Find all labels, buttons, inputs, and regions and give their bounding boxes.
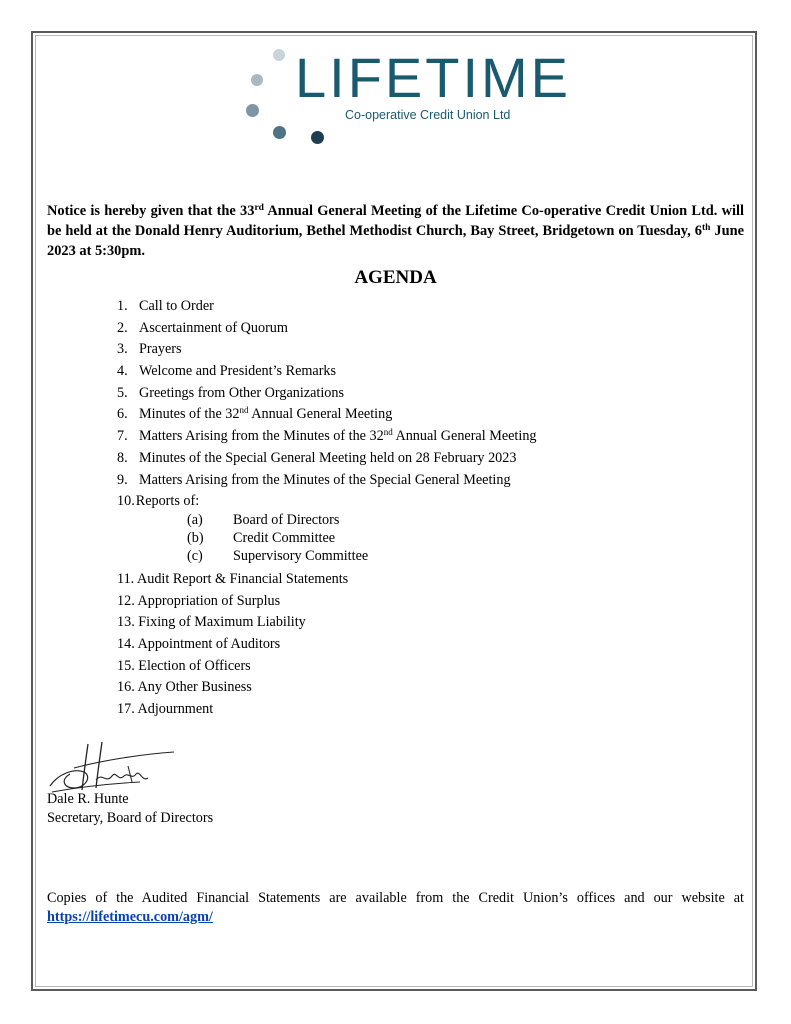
item-number: 10. xyxy=(117,493,135,510)
agenda-item xyxy=(117,361,537,383)
logo-subtitle: Co-operative Credit Union Ltd xyxy=(345,108,511,122)
report-item xyxy=(187,511,537,529)
item-text: Welcome and President’s Remarks xyxy=(139,363,337,380)
item-number: 12. xyxy=(117,592,135,609)
report-letter: (c) xyxy=(187,547,203,564)
item-text: Prayers xyxy=(139,341,182,358)
logo-dot xyxy=(251,74,263,86)
footer-note xyxy=(47,889,744,927)
signer-block xyxy=(47,790,213,828)
report-text: Credit Committee xyxy=(233,529,336,546)
item-number: 17. xyxy=(117,701,135,717)
agenda-title: AGENDA xyxy=(354,267,437,288)
signer-name: Dale R. Hunte xyxy=(47,791,129,807)
item-text: Appropriation of Surplus xyxy=(137,592,281,609)
agenda-item xyxy=(117,699,537,721)
item-number: 1. xyxy=(117,298,128,314)
item-number: 14. xyxy=(117,635,135,652)
item-text: Matters Arising from the Minutes of the Special General Meeting xyxy=(139,471,511,488)
notice-superscript: th xyxy=(701,223,711,233)
logo-dot xyxy=(273,49,285,61)
agenda-item xyxy=(117,318,537,340)
agenda-item xyxy=(117,404,537,426)
agenda-item xyxy=(117,383,537,405)
footer-text: Copies of the Audited Financial Statements are available from the Credit Union’s offices and our website at xyxy=(47,890,744,906)
agenda-item xyxy=(117,448,537,470)
item-text: Reports of: xyxy=(135,493,200,510)
agenda-item xyxy=(117,491,537,513)
item-number: 11. xyxy=(117,570,135,587)
notice-text: June 2023 at 5:30pm. xyxy=(47,223,744,259)
item-number: 15. xyxy=(117,657,135,674)
agenda-item xyxy=(117,339,537,361)
item-number: 2. xyxy=(117,319,128,336)
item-superscript: nd xyxy=(383,427,393,438)
notice-text: Annual General Meeting of the Lifetime Co-operative Credit Union Ltd. will be held at the Donald Henry Auditorium, Bethel Methodist Church, Bay Street, Bridgetown on Tuesday, 6 xyxy=(47,203,744,239)
item-number: 5. xyxy=(117,384,128,401)
item-number: 3. xyxy=(117,341,128,358)
agenda-item xyxy=(117,591,537,613)
logo-wordmark: LIFETIME xyxy=(295,46,572,109)
item-text: Fixing of Maximum Liability xyxy=(138,614,306,631)
agenda-item xyxy=(117,634,537,656)
handwritten-signature xyxy=(44,738,184,796)
agenda-item xyxy=(117,296,537,318)
report-text: Board of Directors xyxy=(233,511,340,528)
item-superscript: nd xyxy=(239,405,249,416)
logo-dot xyxy=(246,104,259,117)
item-text: Greetings from Other Organizations xyxy=(139,384,345,401)
item-number: 8. xyxy=(117,449,128,466)
report-text: Supervisory Committee xyxy=(233,547,369,564)
item-text: Ascertainment of Quorum xyxy=(139,319,288,336)
item-number: 7. xyxy=(117,428,128,445)
item-number: 13. xyxy=(117,614,135,631)
item-text: Any Other Business xyxy=(137,679,252,696)
notice-superscript: rd xyxy=(254,203,264,213)
item-text: Appointment of Auditors xyxy=(137,635,281,652)
signer-title: Secretary, Board of Directors xyxy=(47,810,214,826)
report-item xyxy=(187,529,537,547)
agenda-list xyxy=(117,296,537,721)
agenda-item xyxy=(117,656,537,678)
item-number: 6. xyxy=(117,406,128,423)
item-text: Annual General Meeting xyxy=(248,406,393,423)
item-number: 9. xyxy=(117,471,128,488)
logo-dot xyxy=(311,131,324,144)
item-text: Minutes of the Special General Meeting held on 28 February 2023 xyxy=(139,449,517,466)
agenda-item xyxy=(117,569,537,591)
item-text: Audit Report & Financial Statements xyxy=(136,570,349,587)
item-number: 4. xyxy=(117,363,128,380)
item-text: Election of Officers xyxy=(138,657,251,674)
lifetime-logo xyxy=(240,46,572,146)
agenda-item xyxy=(117,470,537,492)
report-item xyxy=(187,547,537,565)
agm-website-link[interactable]: https://lifetimecu.com/agm/ xyxy=(47,909,213,925)
notice-text: Notice is hereby given that the 33 xyxy=(47,203,255,219)
meeting-notice xyxy=(47,201,744,261)
report-letter: (a) xyxy=(187,511,203,528)
logo-dot xyxy=(273,126,286,139)
item-text: Minutes of the 32 xyxy=(139,406,240,423)
item-text: Call to Order xyxy=(139,298,214,314)
item-text: Adjournment xyxy=(137,701,214,717)
item-number: 16. xyxy=(117,679,135,696)
reports-sublist xyxy=(187,511,537,565)
agenda-item xyxy=(117,612,537,634)
item-text: Matters Arising from the Minutes of the 32 xyxy=(139,428,384,445)
report-letter: (b) xyxy=(187,529,204,546)
agenda-item xyxy=(117,426,537,448)
agenda-item xyxy=(117,677,537,699)
item-text: Annual General Meeting xyxy=(392,428,537,445)
